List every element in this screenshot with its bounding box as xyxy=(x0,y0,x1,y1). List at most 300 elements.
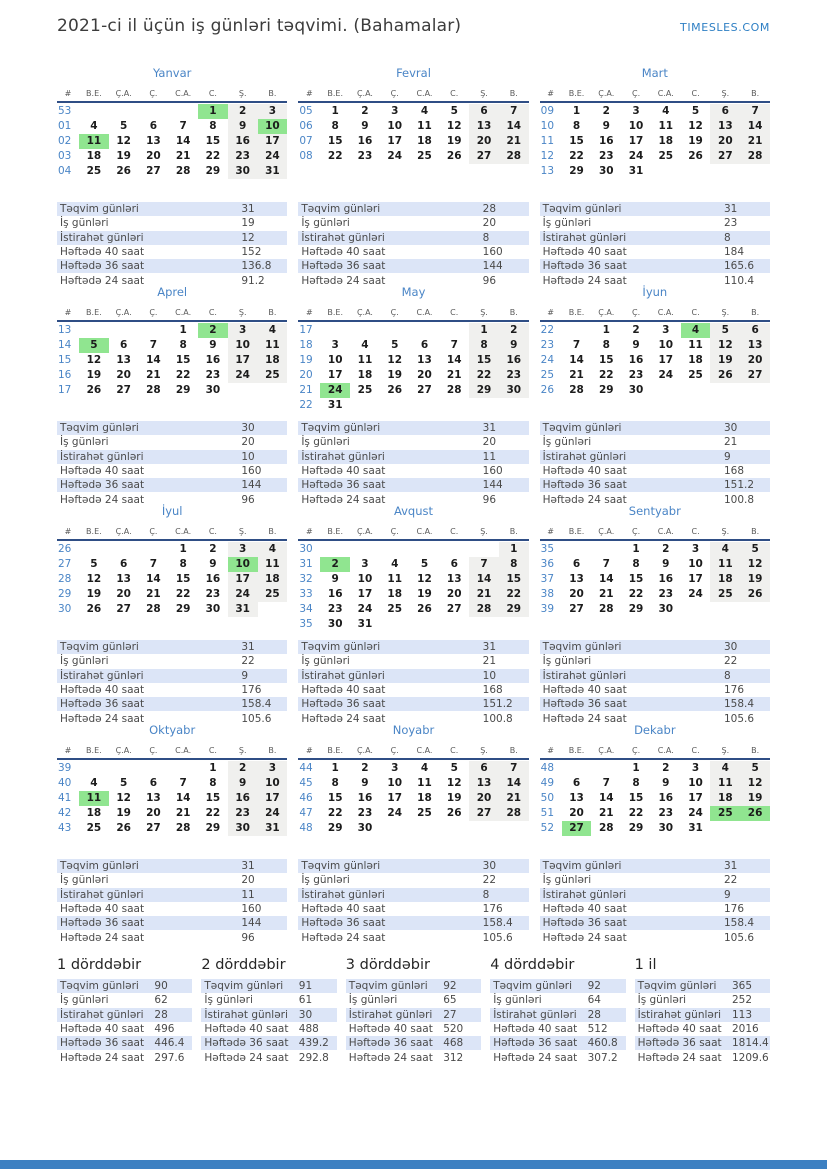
stat-value: 22 xyxy=(723,874,738,887)
day-cell: 24 xyxy=(688,807,703,819)
empty-day-cell xyxy=(380,542,410,557)
day-cell: 28 xyxy=(146,603,161,615)
day-cell: 4 xyxy=(391,558,399,570)
stat-value: 65 xyxy=(443,994,457,1007)
day-cell: 14 xyxy=(175,792,191,804)
calendar-header-row xyxy=(540,525,770,541)
week-number: 30 xyxy=(299,543,313,555)
stat-row xyxy=(540,902,770,916)
stat-row xyxy=(57,245,287,259)
week-number: 47 xyxy=(299,807,313,819)
day-header: # xyxy=(547,527,554,536)
day-cell: 1 xyxy=(469,323,499,338)
day-cell: 7 xyxy=(450,339,458,351)
day-cell: 9 xyxy=(228,119,258,134)
day-cell: 12 xyxy=(740,557,770,572)
stat-label: İstirahət günləri xyxy=(60,669,144,682)
day-cell: 11 xyxy=(387,573,403,585)
day-cell: 22 xyxy=(598,369,614,381)
day-header: C.A. xyxy=(175,308,192,317)
day-cell: 2 xyxy=(499,323,529,338)
day-cell: 13 xyxy=(417,354,432,366)
stat-value: 158.4 xyxy=(482,917,513,930)
stat-label: Həftədə 36 saat xyxy=(542,260,627,273)
day-cell: 20 xyxy=(569,807,584,819)
week-number: 26 xyxy=(58,543,72,555)
stat-row xyxy=(540,245,770,259)
day-cell: 2 xyxy=(632,324,640,336)
holiday-day-cell: 10 xyxy=(228,557,258,572)
day-cell: 18 xyxy=(658,135,674,147)
stat-value: 30 xyxy=(241,422,255,435)
stat-value: 92 xyxy=(443,980,457,993)
stat-label: Həftədə 24 saat xyxy=(301,274,386,287)
stat-label: Həftədə 40 saat xyxy=(542,903,627,916)
day-cell: 6 xyxy=(469,761,499,776)
week-row xyxy=(540,806,770,821)
day-header: B. xyxy=(268,527,277,536)
day-header: B.E. xyxy=(327,527,344,536)
day-cell: 30 xyxy=(628,384,644,396)
month-name: Sentyabr xyxy=(628,504,681,518)
day-cell: 27 xyxy=(146,165,161,177)
week-row xyxy=(57,383,287,398)
month-calendar xyxy=(540,744,770,856)
empty-day-cell xyxy=(320,323,350,338)
day-cell: 7 xyxy=(499,761,529,776)
day-cell: 29 xyxy=(175,603,191,615)
day-cell: 22 xyxy=(175,369,191,381)
stat-row xyxy=(298,697,528,711)
day-cell: 7 xyxy=(179,777,187,789)
week-number: 50 xyxy=(540,792,555,804)
stat-label: İş günləri xyxy=(301,436,350,449)
day-header: Ş. xyxy=(721,308,730,317)
day-cell: 18 xyxy=(86,150,102,162)
stat-row xyxy=(540,478,770,492)
stat-row xyxy=(540,421,770,435)
day-cell: 5 xyxy=(420,558,429,570)
day-header: Ş. xyxy=(238,89,247,98)
day-cell: 17 xyxy=(228,353,258,368)
stat-label: Həftədə 36 saat xyxy=(637,1037,722,1050)
stat-label: Həftədə 40 saat xyxy=(301,903,386,916)
day-cell: 23 xyxy=(205,588,221,600)
day-header: B.E. xyxy=(86,89,102,98)
day-cell: 27 xyxy=(116,384,131,396)
stat-label: Həftədə 40 saat xyxy=(204,1023,289,1036)
day-cell: 17 xyxy=(258,134,288,149)
stat-row xyxy=(490,1050,625,1064)
calendar-header-row xyxy=(540,744,770,760)
month-name: Mart xyxy=(641,66,668,80)
week-number: 04 xyxy=(58,165,72,177)
day-cell: 29 xyxy=(205,165,221,177)
day-cell: 16 xyxy=(499,353,529,368)
empty-day-cell xyxy=(380,323,410,338)
calendar-header-row xyxy=(57,87,287,103)
stat-row xyxy=(635,1022,770,1036)
stat-row xyxy=(201,993,336,1007)
week-row xyxy=(298,557,528,572)
day-cell: 16 xyxy=(658,792,674,804)
day-cell: 31 xyxy=(357,618,373,630)
day-cell: 27 xyxy=(710,149,740,164)
month-calendar xyxy=(57,744,287,856)
day-cell: 5 xyxy=(119,120,128,132)
holiday-day-cell: 5 xyxy=(79,338,109,353)
stat-label: İş günləri xyxy=(60,217,109,230)
holiday-day-cell: 1 xyxy=(198,104,228,119)
day-cell: 2 xyxy=(228,761,258,776)
day-header: C. xyxy=(450,527,459,536)
day-cell: 6 xyxy=(572,777,581,789)
day-cell: 5 xyxy=(450,762,458,774)
stat-value: 312 xyxy=(443,1051,464,1064)
stat-label: Təqvim günləri xyxy=(542,641,622,654)
stat-value: 20 xyxy=(241,436,255,449)
week-row xyxy=(298,572,528,587)
stat-value: 105.6 xyxy=(723,712,755,725)
empty-day-cell xyxy=(258,383,288,398)
day-cell: 24 xyxy=(258,806,288,821)
empty-day-cell xyxy=(439,398,469,413)
stat-value: 8 xyxy=(482,231,490,244)
day-cell: 9 xyxy=(499,338,529,353)
stat-label: Həftədə 36 saat xyxy=(204,1037,289,1050)
week-row xyxy=(540,353,770,368)
stat-label: İş günləri xyxy=(60,874,109,887)
day-cell: 5 xyxy=(740,542,770,557)
day-cell: 3 xyxy=(662,324,670,336)
day-cell: 28 xyxy=(446,384,462,396)
stat-label: İş günləri xyxy=(204,994,253,1007)
day-header: Ç.A. xyxy=(356,527,373,536)
stat-value: 28 xyxy=(154,1008,168,1021)
day-cell: 22 xyxy=(327,150,343,162)
week-number: 48 xyxy=(540,762,555,774)
month-name: May xyxy=(401,285,426,299)
day-cell: 8 xyxy=(572,120,581,132)
day-cell: 21 xyxy=(175,150,191,162)
day-header: B. xyxy=(509,89,518,98)
day-header: # xyxy=(305,746,313,755)
stat-label: İş günləri xyxy=(542,874,592,887)
stat-value: 8 xyxy=(723,669,731,682)
day-cell: 29 xyxy=(175,384,191,396)
day-cell: 13 xyxy=(469,776,499,791)
week-row xyxy=(57,164,287,179)
quarter-block-3 xyxy=(346,957,481,1065)
stat-value: 96 xyxy=(482,274,497,287)
months-grid xyxy=(57,66,770,942)
stat-label: Həftədə 36 saat xyxy=(301,917,386,930)
stat-value: 22 xyxy=(723,655,738,668)
day-cell: 1 xyxy=(331,762,339,774)
day-header: B. xyxy=(509,308,518,317)
stat-row xyxy=(57,216,287,230)
stat-value: 144 xyxy=(482,260,503,273)
month-block-4 xyxy=(57,285,287,504)
day-cell: 12 xyxy=(116,135,131,147)
day-cell: 25 xyxy=(417,807,432,819)
day-cell: 20 xyxy=(469,134,499,149)
stat-row xyxy=(201,1022,336,1036)
empty-day-cell xyxy=(562,761,592,776)
day-cell: 1 xyxy=(632,762,640,774)
stat-value: 105.6 xyxy=(241,712,272,725)
day-cell: 30 xyxy=(658,822,674,834)
day-cell: 16 xyxy=(205,573,221,585)
day-cell: 27 xyxy=(417,384,432,396)
empty-day-cell xyxy=(228,383,258,398)
day-cell: 15 xyxy=(327,135,343,147)
week-row xyxy=(57,761,287,776)
day-cell: 27 xyxy=(469,806,499,821)
stat-label: İş günləri xyxy=(493,994,542,1007)
month-name: Aprel xyxy=(157,285,188,299)
day-header: Ç.A. xyxy=(598,89,615,98)
week-number: 48 xyxy=(299,822,313,834)
week-row xyxy=(298,323,528,338)
stat-label: Həftədə 36 saat xyxy=(542,917,627,930)
day-cell: 21 xyxy=(499,134,529,149)
day-cell: 9 xyxy=(361,120,369,132)
week-row xyxy=(540,776,770,791)
day-cell: 9 xyxy=(209,339,217,351)
day-cell: 29 xyxy=(598,384,614,396)
stat-label: Həftədə 40 saat xyxy=(301,465,386,478)
stat-value: 460.8 xyxy=(587,1037,618,1050)
week-row xyxy=(298,791,528,806)
stat-value: 22 xyxy=(241,655,255,668)
week-row xyxy=(57,323,287,338)
day-header: C. xyxy=(450,89,459,98)
day-cell: 23 xyxy=(499,368,529,383)
day-cell: 6 xyxy=(710,104,740,119)
day-cell: 21 xyxy=(146,588,161,600)
stat-label: Təqvim günləri xyxy=(301,203,381,216)
week-number: 07 xyxy=(299,135,313,147)
month-calendar xyxy=(540,525,770,637)
day-header: Ç.A. xyxy=(356,89,373,98)
day-header: Ç.A. xyxy=(598,527,615,536)
stat-label: İş günləri xyxy=(301,874,350,887)
stat-value: 136.8 xyxy=(241,260,272,273)
day-cell: 21 xyxy=(446,369,462,381)
day-cell: 18 xyxy=(258,572,288,587)
stat-value: 160 xyxy=(241,903,262,916)
stat-label: İstirahət günləri xyxy=(60,1008,144,1021)
week-row xyxy=(57,776,287,791)
empty-day-cell xyxy=(740,164,770,179)
stat-row xyxy=(490,993,625,1007)
stat-value: 1814.4 xyxy=(731,1037,769,1050)
week-row xyxy=(540,791,770,806)
day-cell: 4 xyxy=(710,761,740,776)
day-cell: 26 xyxy=(446,150,462,162)
empty-day-cell xyxy=(109,542,139,557)
day-cell: 9 xyxy=(361,777,369,789)
day-cell: 4 xyxy=(420,762,429,774)
stat-value: 9 xyxy=(723,450,731,463)
stat-value: 292.8 xyxy=(298,1051,329,1064)
quarter-block-1 xyxy=(57,957,192,1065)
stat-value: 90 xyxy=(154,980,168,993)
day-cell: 1 xyxy=(499,542,529,557)
week-row xyxy=(57,353,287,368)
stat-label: Həftədə 40 saat xyxy=(637,1023,722,1036)
stat-label: Həftədə 24 saat xyxy=(301,493,386,506)
stat-row xyxy=(540,259,770,273)
day-header: B.E. xyxy=(327,746,344,755)
day-cell: 20 xyxy=(116,588,131,600)
stat-label: Həftədə 40 saat xyxy=(60,465,145,478)
day-header: # xyxy=(64,527,72,536)
empty-day-cell xyxy=(79,104,109,119)
calendar-header-row xyxy=(298,306,528,322)
stat-label: Həftədə 24 saat xyxy=(60,1051,145,1064)
brand-link[interactable]: TIMESLES.COM xyxy=(680,21,770,34)
day-cell: 25 xyxy=(387,603,403,615)
day-cell: 30 xyxy=(598,165,614,177)
day-cell: 18 xyxy=(710,572,740,587)
day-cell: 11 xyxy=(258,338,288,353)
day-cell: 3 xyxy=(632,105,640,117)
day-header: C. xyxy=(450,746,459,755)
week-number: 42 xyxy=(58,807,72,819)
day-cell: 1 xyxy=(331,105,339,117)
stats-table xyxy=(298,859,528,945)
day-cell: 24 xyxy=(357,603,373,615)
day-cell: 17 xyxy=(387,792,403,804)
stat-label: Həftədə 36 saat xyxy=(542,698,627,711)
stat-row xyxy=(540,435,770,449)
month-calendar xyxy=(57,87,287,199)
stat-label: İş günləri xyxy=(542,436,592,449)
stat-row xyxy=(57,654,287,668)
empty-day-cell xyxy=(562,323,592,338)
week-number: 35 xyxy=(540,543,555,555)
day-header: Ş. xyxy=(238,746,247,755)
day-header: Ç. xyxy=(631,527,641,536)
day-cell: 10 xyxy=(688,777,703,789)
quarter-title: 1 dörddəbir xyxy=(57,957,142,973)
stat-label: Təqvim günləri xyxy=(301,422,381,435)
calendar-header-row xyxy=(540,306,770,322)
month-calendar xyxy=(298,306,528,418)
week-number: 43 xyxy=(58,822,72,834)
empty-day-cell xyxy=(79,323,109,338)
day-cell: 18 xyxy=(357,369,373,381)
day-cell: 31 xyxy=(628,165,644,177)
stat-label: Həftədə 24 saat xyxy=(60,712,145,725)
stats-table xyxy=(540,202,770,288)
stat-row xyxy=(540,930,770,944)
week-row xyxy=(298,542,528,557)
week-number: 24 xyxy=(540,354,555,366)
stat-label: Həftədə 24 saat xyxy=(204,1051,289,1064)
day-cell: 22 xyxy=(205,150,221,162)
day-header: C.A. xyxy=(416,89,433,98)
stat-value: 176 xyxy=(241,684,262,697)
day-header: C. xyxy=(691,746,700,755)
stat-label: İstirahət günləri xyxy=(493,1008,577,1021)
stat-row xyxy=(540,202,770,216)
day-cell: 23 xyxy=(357,150,373,162)
day-cell: 31 xyxy=(228,602,258,617)
stat-value: 144 xyxy=(241,479,262,492)
stat-label: Təqvim günləri xyxy=(542,422,622,435)
week-number: 30 xyxy=(58,603,72,615)
week-row xyxy=(540,761,770,776)
day-cell: 19 xyxy=(446,135,462,147)
stat-value: 22 xyxy=(482,874,497,887)
day-header: C.A. xyxy=(657,746,674,755)
day-header: C. xyxy=(208,746,217,755)
day-cell: 17 xyxy=(327,369,343,381)
day-cell: 9 xyxy=(228,776,258,791)
stat-label: Həftədə 40 saat xyxy=(60,903,145,916)
stat-value: 1209.6 xyxy=(731,1051,769,1064)
empty-day-cell xyxy=(109,104,139,119)
empty-day-cell xyxy=(469,398,499,413)
day-cell: 9 xyxy=(209,558,217,570)
day-cell: 3 xyxy=(361,558,369,570)
week-number: 20 xyxy=(299,369,313,381)
day-cell: 10 xyxy=(658,339,674,351)
stat-row xyxy=(298,245,528,259)
day-cell: 7 xyxy=(499,104,529,119)
day-cell: 19 xyxy=(710,353,740,368)
day-cell: 21 xyxy=(499,791,529,806)
month-calendar xyxy=(57,525,287,637)
empty-day-cell xyxy=(139,761,169,776)
week-number: 53 xyxy=(58,105,72,117)
stat-row xyxy=(298,888,528,902)
day-header: B.E. xyxy=(327,89,344,98)
day-header: B.E. xyxy=(568,527,585,536)
day-header: Ç.A. xyxy=(115,308,132,317)
stat-label: Həftədə 36 saat xyxy=(60,917,145,930)
day-cell: 26 xyxy=(387,384,403,396)
stat-value: 31 xyxy=(723,203,738,216)
empty-day-cell xyxy=(109,323,139,338)
day-cell: 7 xyxy=(602,558,610,570)
day-header: B. xyxy=(751,89,760,98)
stats-table xyxy=(540,421,770,507)
day-cell: 8 xyxy=(632,777,640,789)
day-cell: 10 xyxy=(688,558,703,570)
empty-day-cell xyxy=(139,104,169,119)
day-cell: 19 xyxy=(446,792,462,804)
quarter-block-4 xyxy=(490,957,625,1065)
day-cell: 14 xyxy=(175,135,191,147)
stat-label: Həftədə 24 saat xyxy=(60,931,145,944)
day-cell: 28 xyxy=(499,149,529,164)
stat-label: Həftədə 36 saat xyxy=(301,260,386,273)
day-cell: 29 xyxy=(628,603,644,615)
day-cell: 4 xyxy=(662,105,670,117)
stat-label: Təqvim günləri xyxy=(637,980,717,993)
day-cell: 25 xyxy=(258,587,288,602)
week-row xyxy=(57,791,287,806)
week-row xyxy=(298,398,528,413)
stat-row xyxy=(540,888,770,902)
day-cell: 8 xyxy=(179,558,187,570)
day-cell: 6 xyxy=(119,339,128,351)
stat-value: 176 xyxy=(482,903,503,916)
